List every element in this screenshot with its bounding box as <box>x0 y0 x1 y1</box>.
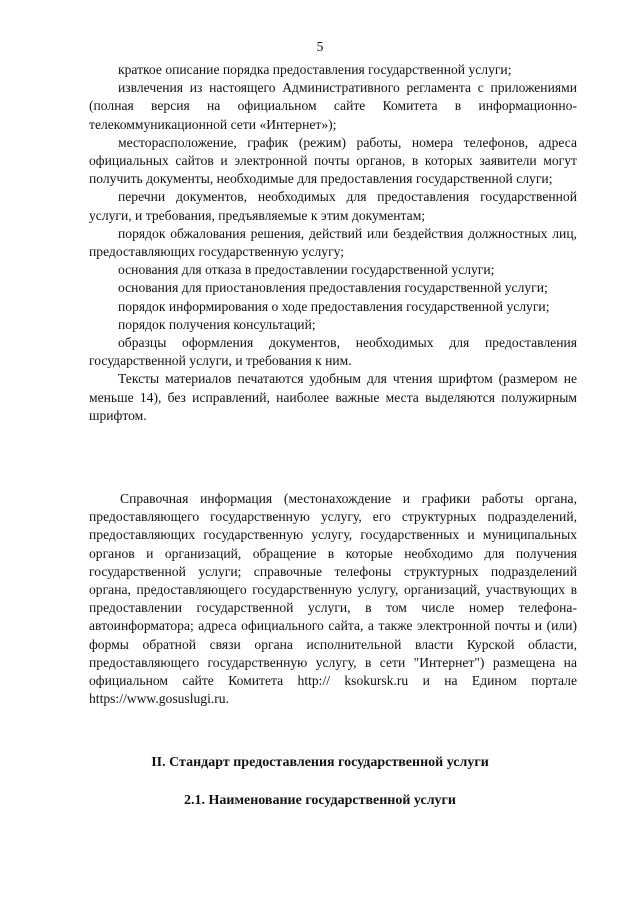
list-item: месторасположение, график (режим) работы, номера телефонов, адреса официальных сайтов и электронной почты органов, в которых заявители могут получить документы, необходимые для предоставления государственной слуги; <box>89 134 577 187</box>
materials-list <box>89 61 577 425</box>
subsection-heading: 2.1. Наименование государственной услуги <box>184 793 456 808</box>
list-item: основания для приостановления предоставления государственной услуги; <box>118 280 548 296</box>
reference-paragraph: Справочная информация (местонахождение и графики работы органа, предоставляющего государственную услугу, его структурных подразделений, предоставляющих государственную услугу, государственных и муниципальных органов и организаций, обращение в которые необходимо для получения государственной услуги; справочные телефоны структурных подразделений органа, предоставляющего государственную услугу, организаций, участвующих в предоставлении государственной услуги, в том числе номер телефона-автоинформатора; адреса официального сайта, а также электронной почты и (или) формы обратной связи органа исполнительной власти Курской области, предоставляющего государственную услугу, в сети "Интернет") размещена на официальном сайте Комитета http:// ksokursk.ru и на Едином портале https://www.gosuslugi.ru. <box>89 491 577 707</box>
section-heading: II. Стандарт предоставления государственной услуги <box>151 755 489 770</box>
list-item: извлечения из настоящего Административного регламента с приложениями (полная версия на официальном сайте Комитета в информационно-телекоммуникационной сети «Интернет»); <box>89 80 577 132</box>
list-item: основания для отказа в предоставлении государственной услуги; <box>118 262 495 278</box>
list-item: порядок получения консультаций; <box>118 316 316 332</box>
texts-paragraph: Тексты материалов печатаются удобным для чтения шрифтом (размером не меньше 14), без исправлений, наиболее важные места выделяются полужирным шрифтом. <box>89 371 577 423</box>
page-number: 5 <box>316 39 324 54</box>
list-item: краткое описание порядка предоставления государственной услуги; <box>118 62 512 77</box>
list-item: порядок обжалования решения, действий или бездействия должностных лиц, предоставляющих государственную услугу; <box>89 225 577 260</box>
list-item: перечни документов, необходимых для предоставления государственной услуги, и требования, предъявляемые к этим документам; <box>89 189 577 223</box>
reference-info-block <box>89 490 577 708</box>
list-item: образцы оформления документов, необходимых для предоставления государственной услуги, и требования к ним. <box>89 335 577 369</box>
list-item: порядок информирования о ходе предоставления государственной услуги; <box>118 298 550 314</box>
